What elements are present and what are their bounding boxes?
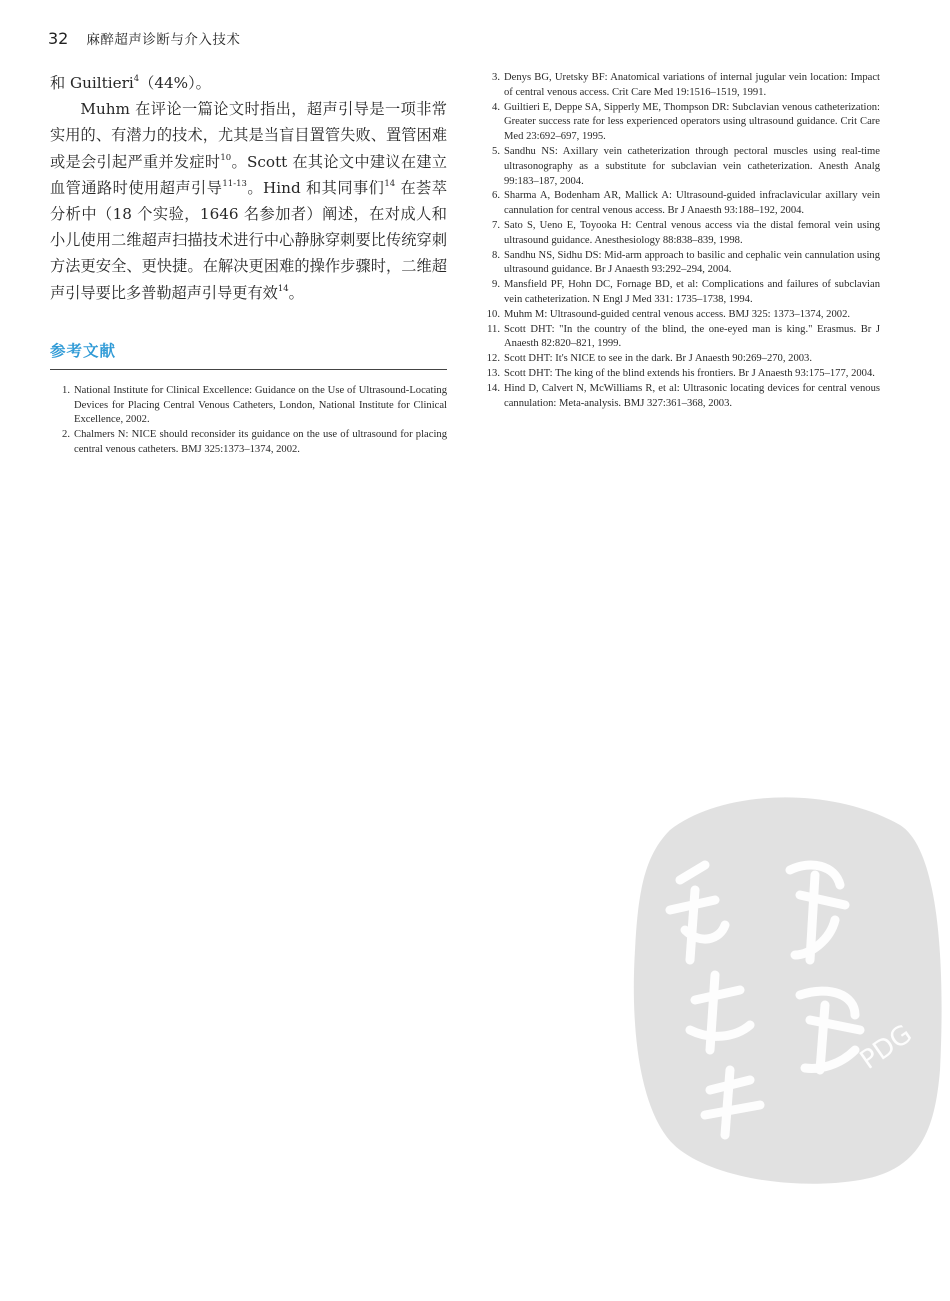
reference-number: 4. bbox=[492, 101, 500, 113]
reference-number: 13. bbox=[486, 367, 500, 379]
reference-number: 2. bbox=[62, 429, 70, 441]
citation-14a: 14 bbox=[384, 178, 396, 189]
reference-number: 8. bbox=[492, 249, 500, 261]
reference-number: 1. bbox=[62, 384, 70, 396]
reference-item bbox=[480, 367, 880, 382]
reference-text: Muhm M: Ultrasound-guided central venous access. BMJ 325: 1373–1374, 2002. bbox=[504, 308, 851, 320]
reference-item bbox=[480, 278, 880, 308]
reference-item bbox=[480, 308, 880, 323]
paragraph-2-part-1: Muhm 在评论一篇论文时指出，超声引导是一项非常实用的、有潜力的技术，尤其是当盲目置管失败、置管困难或是会引起严重并发症时 bbox=[50, 100, 447, 171]
paragraph-1-text-end: （44%）。 bbox=[139, 74, 211, 92]
reference-item bbox=[480, 145, 880, 189]
reference-number: 3. bbox=[492, 72, 500, 83]
reference-text: Mansfield PF, Hohn DC, Fornage BD, et al: Complications and failures of subclavian vein catheterization. N Engl J Med 331: 1735–1738, 1994. bbox=[504, 279, 880, 305]
running-title: 麻醉超声诊断与介入技术 bbox=[86, 32, 241, 48]
reference-text: Hind D, Calvert N, McWilliams R, et al: Ultrasonic locating devices for central venous cannulation: Meta-analysis. BMJ 327:361–368, 2003. bbox=[504, 382, 880, 409]
reference-item bbox=[480, 189, 880, 219]
reference-text: Guiltieri E, Deppe SA, Sipperly ME, Thompson DR: Subclavian venous catheterization: Greater success rate for less experienced operators using ultrasound guidance. Crit Care Med 23:692–697, 1995. bbox=[504, 101, 880, 143]
paragraph-1-text: 和 Guiltieri bbox=[50, 74, 134, 92]
reference-text: Sharma A, Bodenham AR, Mallick A: Ultrasound-guided infraclavicular axillary vein cannulation for central venous access. Br J Anaesth 93:188–192, 2004. bbox=[504, 190, 880, 217]
reference-item bbox=[480, 323, 880, 353]
seal-background bbox=[634, 797, 942, 1183]
reference-item bbox=[50, 428, 447, 458]
reference-item bbox=[480, 352, 880, 367]
citation-14b: 14 bbox=[277, 283, 289, 294]
paragraph-2-part-4: 在荟萃分析中（18 个实验，1646 名参加者）阐述，在对成人和小儿使用二维超声扫描技术进行中心静脉穿刺要比传统穿刺方法更安全、更快捷。在解决更困难的操作步骤时，二维超声引导要比多普勒超声引导更有效 bbox=[50, 178, 448, 302]
reference-number: 5. bbox=[492, 145, 500, 157]
reference-item bbox=[480, 101, 880, 145]
reference-text: Chalmers N: NICE should reconsider its guidance on the use of ultrasound for placing central venous catheters. BMJ 325:1373–1374, 2002. bbox=[74, 429, 447, 456]
reference-number: 12. bbox=[486, 353, 500, 365]
citation-10: 10 bbox=[220, 152, 232, 163]
reference-number: 10. bbox=[486, 308, 500, 320]
reference-text: Scott DHT: The king of the blind extends his frontiers. Br J Anaesth 93:175–177, 2004. bbox=[504, 367, 875, 379]
left-column bbox=[50, 70, 447, 458]
reference-item bbox=[480, 382, 880, 412]
reference-item bbox=[480, 249, 880, 279]
reference-number: 11. bbox=[487, 323, 500, 335]
paragraph-2-part-3: 。Hind 和其同事们 bbox=[246, 178, 385, 197]
reference-number: 6. bbox=[492, 190, 500, 202]
reference-text: Denys BG, Uretsky BF: Anatomical variations of internal jugular vein location: Impact of central venous access. Crit Care Med 19:1516–1519, 1991. bbox=[504, 72, 880, 98]
reference-item bbox=[50, 384, 447, 428]
reference-item bbox=[480, 71, 880, 101]
reference-text: Sato S, Ueno E, Toyooka H: Central venous access via the distal femoral vein using ultrasound guidance. Anesthesiology 88:838–839, 1998. bbox=[504, 219, 880, 246]
reference-number: 9. bbox=[492, 279, 500, 291]
paragraph-continuation bbox=[50, 70, 447, 96]
references-heading: 参考文献 bbox=[50, 341, 117, 360]
heading-rule bbox=[50, 369, 447, 370]
reference-text: Scott DHT: It's NICE to see in the dark. Br J Anaesth 90:269–270, 2003. bbox=[504, 353, 812, 365]
citation-4: 4 bbox=[133, 74, 140, 84]
paragraph-2-part-5: 。 bbox=[288, 283, 304, 302]
citation-11-13: 11-13 bbox=[222, 178, 247, 189]
paragraph-muhm bbox=[50, 96, 447, 306]
reference-number: 7. bbox=[492, 219, 500, 231]
reference-text: National Institute for Clinical Excellence: Guidance on the Use of Ultrasound-Locating Devices for Placing Central Venous Catheters, London, National Institute for Clinical Excellence, 2002. bbox=[74, 384, 447, 426]
pdg-watermark-seal bbox=[600, 770, 950, 1190]
reference-list-left bbox=[50, 384, 447, 458]
reference-text: Sandhu NS, Sidhu DS: Mid-arm approach to basilic and cephalic vein cannulation using ultrasound guidance. Br J Anaesth 93:292–294, 2004. bbox=[504, 249, 880, 276]
reference-text: Scott DHT: "In the country of the blind, the one-eyed man is king." Erasmus. Br J Anaesth 82:820–821, 1999. bbox=[504, 323, 880, 350]
watermark-label: PDG bbox=[854, 1019, 918, 1076]
page-number: 32 bbox=[48, 29, 69, 48]
reference-number: 14. bbox=[486, 382, 500, 394]
right-column bbox=[480, 71, 880, 411]
paragraph-2-part-2: 。Scott 在其论文中建议在建立血管通路时使用超声引导 bbox=[50, 152, 447, 197]
page-header bbox=[48, 28, 240, 48]
reference-list-right bbox=[480, 71, 880, 411]
reference-text: Sandhu NS: Axillary vein catheterization through pectoral muscles using real-time ultrasonography as a substitute for subclavian vein catheterization. Anesth Analg 99:183–187, 2004. bbox=[504, 145, 880, 187]
reference-item bbox=[480, 219, 880, 249]
